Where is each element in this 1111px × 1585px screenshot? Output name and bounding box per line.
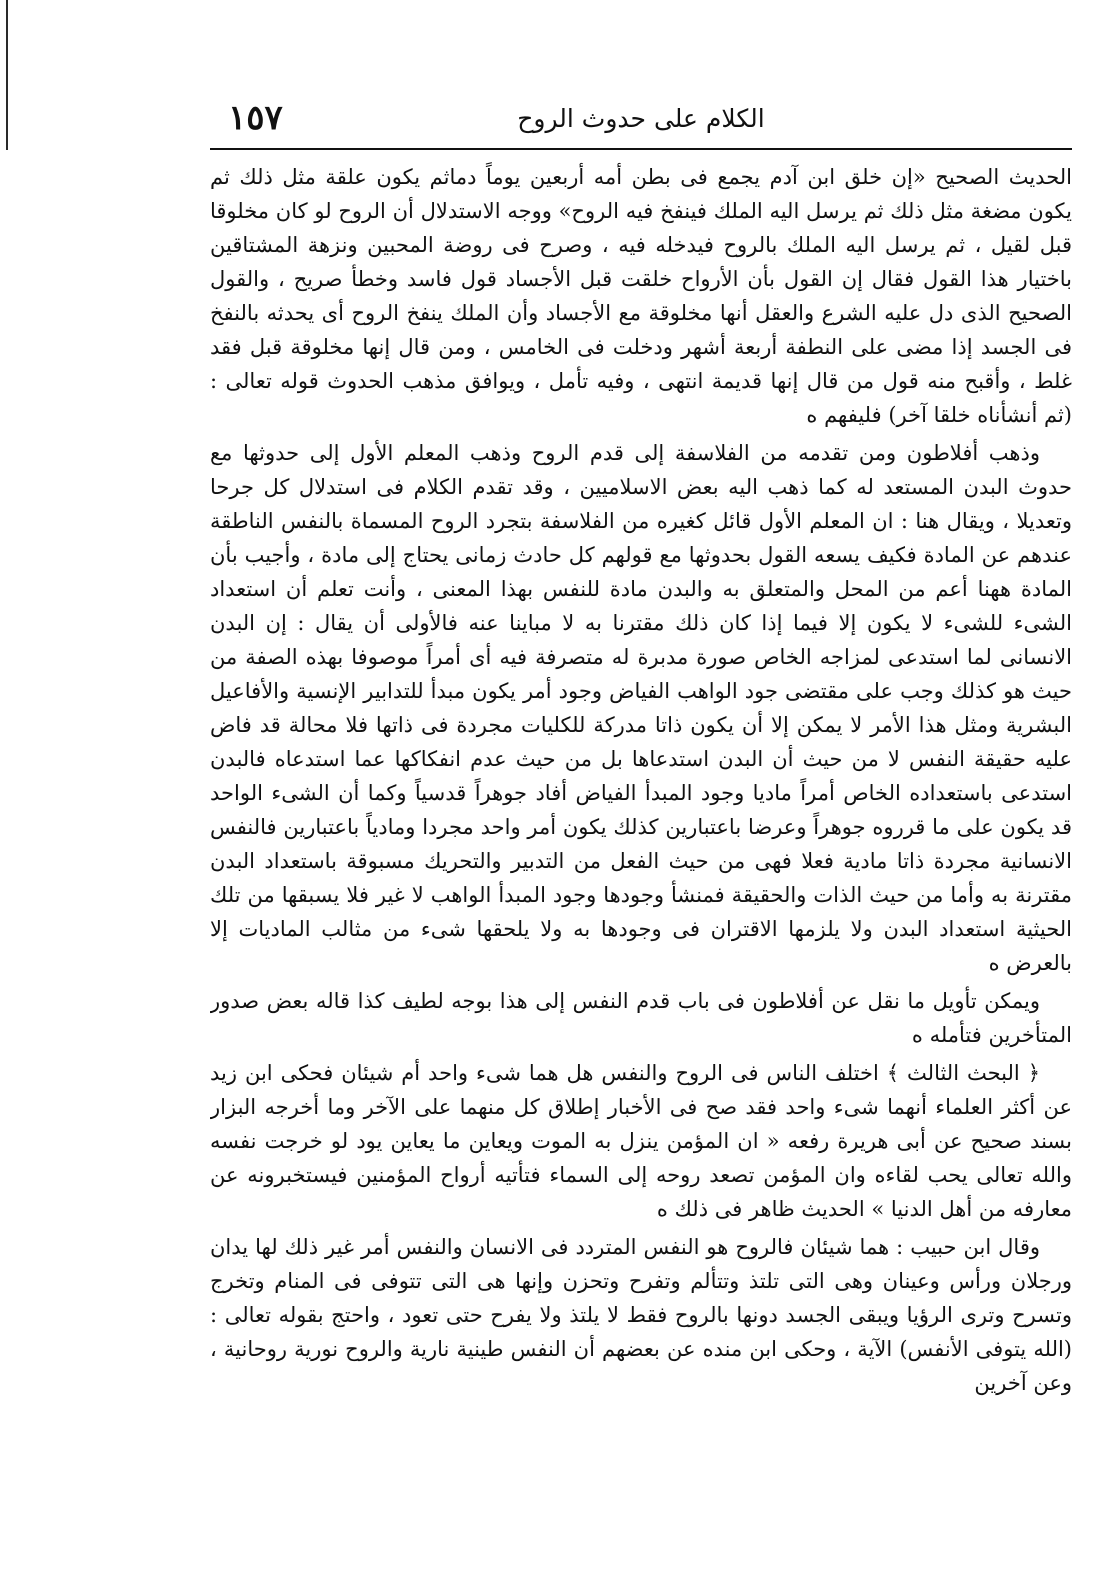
book-page	[210, 96, 1072, 1566]
paragraph: ﴿ البحث الثالث ﴾ اختلف الناس فى الروح والنفس هل هما شىء واحد أم شيئان فحكى ابن زيد عن أكثر العلماء أنهما شىء واحد فقد صح فى الأخبار إطلاق كل منهما على الآخر وما أخرجه البزار بسند صحيح عن أبى هريرة رفعه « ان المؤمن ينزل به الموت ويعاين ما يعاين يود لو خرجت نفسه والله تعالى يحب لقاءه وان المؤمن تصعد روحه إلى السماء فتأتيه أرواح المؤمنين فيستخبرونه عن معارفه من أهل الدنيا » الحديث ظاهر فى ذلك ه	[210, 1061, 1072, 1221]
running-title: الكلام على حدوث الروح	[517, 104, 765, 133]
body-text	[210, 160, 1072, 1400]
paragraph: وذهب أفلاطون ومن تقدمه من الفلاسفة إلى قدم الروح وذهب المعلم الأول إلى حدوثها مع حدوث البدن المستعد له كما ذهب اليه بعض الاسلاميين ، وقد تقدم الكلام فى استدلال كل جرحا وتعديلا ، ويقال هنا : ان المعلم الأول قائل كغيره من الفلاسفة بتجرد الروح المسماة بالنفس الناطقة عندهم عن المادة فكيف يسعه القول بحدوثها مع قولهم كل حادث زمانى يحتاج إلى مادة ، وأجيب بأن المادة ههنا أعم من المحل والمتعلق به والبدن مادة للنفس بهذا المعنى ، وأنت تعلم أن استعداد الشىء للشىء لا يكون إلا فيما إذا كان ذلك مقترنا به لا مباينا عنه فالأولى أن يقال : إن البدن الانسانى لما استدعى لمزاجه الخاص صورة مدبرة له متصرفة فيه أى أمراً موصوفا بهذه الصفة من حيث هو كذلك وجب على مقتضى جود الواهب الفياض وجود أمر يكون مبدأ للتدابير الإنسية والأفاعيل البشرية ومثل هذا الأمر لا يمكن إلا أن يكون ذاتا مدركة للكليات مجردة فى ذاتها فلا محالة قد فاض عليه حقيقة النفس لا من حيث أن البدن استدعاها بل من حيث عدم انفكاكها عما استدعاه فالبدن استدعى باستعداده الخاص أمراً ماديا وجود المبدأ الفياض أفاد جوهراً قدسياً وكما أن الشىء الواحد قد يكون على ما قرروه جوهراً وعرضا باعتبارين كذلك يكون أمر واحد مجردا ومادياً باعتبارين فالنفس الانسانية مجردة ذاتا مادية فعلا فهى من حيث الفعل من التدبير والتحريك مسبوقة باستعداد البدن مقترنة به وأما من حيث الذات والحقيقة فمنشأ وجودها وجود المبدأ الواهب لا غير فلا يسبقها من تلك الحيثية استعداد البدن ولا يلزمها الاقتران فى وجودها به ولا يلحقها شىء من مثالب الماديات إلا بالعرض ه	[210, 441, 1072, 975]
paragraph: الحديث الصحيح «إن خلق ابن آدم يجمع فى بطن أمه أربعين يوماً دماثم يكون علقة مثل ذلك ثم يكون مضغة مثل ذلك ثم يرسل اليه الملك فينفخ فيه الروح» ووجه الاستدلال أن الروح لو كان مخلوقا قبل لقيل ، ثم يرسل اليه الملك بالروح فيدخله فيه ، وصرح فى روضة المحبين ونزهة المشتاقين باختيار هذا القول فقال إن القول بأن الأرواح خلقت قبل الأجساد قول فاسد وخطأ صريح ، والقول الصحيح الذى دل عليه الشرع والعقل أنها مخلوقة مع الأجساد وأن الملك ينفخ الروح أى يحدثه بالنفخ فى الجسد إذا مضى على النطفة أربعة أشهر ودخلت فى الخامس ، ومن قال إنها مخلوقة قبل فقد غلط ، وأقبح منه قول من قال إنها قديمة انتهى ، وفيه تأمل ، ويوافق مذهب الحدوث قوله تعالى : (ثم أنشأناه خلقا آخر) فليفهم ه	[210, 165, 1072, 427]
paragraph: وقال ابن حبيب : هما شيئان فالروح هو النفس المتردد فى الانسان والنفس أمر غير ذلك لها يدان ورجلان ورأس وعينان وهى التى تلتذ وتتألم وتفرح وتحزن وإنها هى التى تتوفى فى المنام وتخرج وتسرح وترى الرؤيا ويبقى الجسد دونها بالروح فقط لا يلتذ ولا يفرح حتى تعود ، واحتج بقوله تعالى : (الله يتوفى الأنفس) الآية ، وحكى ابن منده عن بعضهم أن النفس طينية نارية والروح نورية روحانية ، وعن آخرين	[210, 1235, 1072, 1395]
scan-edge-line	[6, 0, 8, 150]
page-number: ١٥٧	[228, 98, 283, 138]
paragraph: ويمكن تأويل ما نقل عن أفلاطون فى باب قدم النفس إلى هذا بوجه لطيف كذا قاله بعض صدور المتأخرين فتأمله ه	[210, 989, 1072, 1047]
page-header	[210, 96, 1072, 150]
